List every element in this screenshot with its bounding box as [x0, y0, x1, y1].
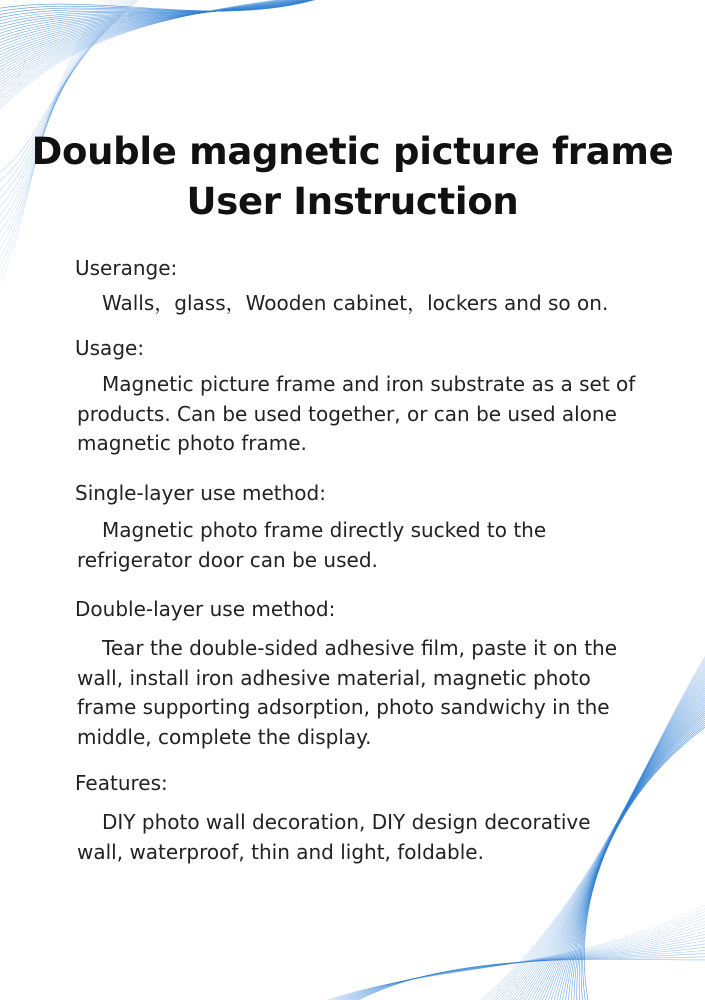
- section-body-double-layer: Tear the double-sided adhesive film, paste it on the wall, install iron adhesive material, magnetic photo frame supporting adsorption, photo sandwichy in the middle, complete the display.: [77, 636, 618, 749]
- section-heading-features: Features:: [75, 771, 168, 795]
- page-subtitle: User Instruction: [186, 180, 519, 223]
- section-heading-userange: Userange:: [75, 256, 178, 280]
- section-heading-usage: Usage:: [75, 336, 145, 360]
- section-heading-double-layer: Double-layer use method:: [75, 597, 336, 621]
- section-body-features: DIY photo wall decoration, DIY design decorative wall, waterproof, thin and light, foldable.: [77, 810, 591, 864]
- section-heading-single-layer: Single-layer use method:: [75, 481, 326, 505]
- page-title: Double magnetic picture frame: [31, 130, 674, 173]
- section-body-userange: Walls，glass，Wooden cabinet，lockers and so on.: [102, 291, 609, 315]
- section-body-single-layer: Magnetic photo frame directly sucked to the refrigerator door can be used.: [77, 518, 547, 572]
- section-body-usage: Magnetic picture frame and iron substrate as a set of products. Can be used together, or can be used alone magnetic photo frame.: [77, 372, 636, 455]
